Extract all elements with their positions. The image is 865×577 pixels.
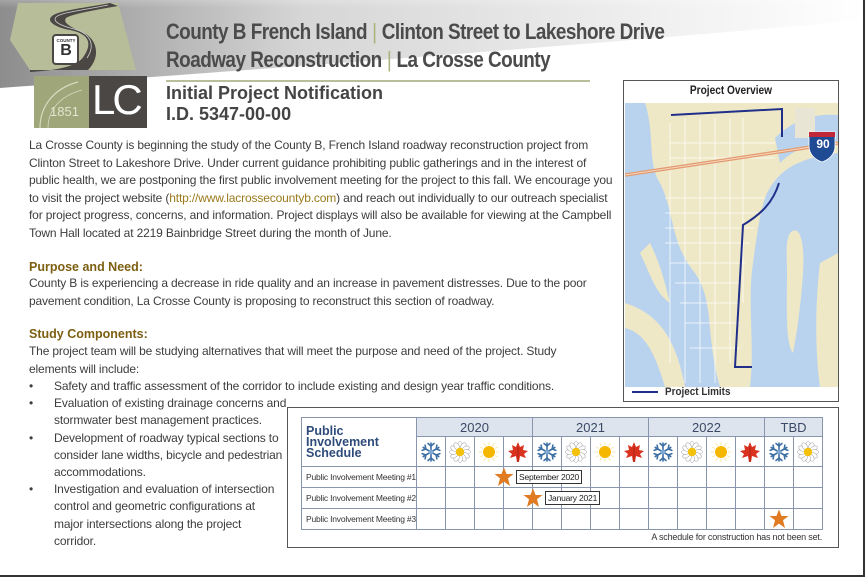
year-header: 2020 — [417, 418, 533, 437]
title-line-2 — [166, 46, 664, 74]
schedule-cell — [504, 467, 580, 488]
schedule-cell — [736, 467, 765, 488]
schedule-cell — [649, 509, 678, 530]
schedule-cell — [707, 467, 736, 488]
schedule-cell — [736, 488, 765, 509]
schedule-cell — [794, 467, 823, 488]
winter-season-icon — [765, 437, 794, 467]
purpose-text: County B is experiencing a decrease in ride quality and an increase in pavement distresses. Due to the poor pavement condition, La Crosse County is proposing to reconstruct this section of roadway. — [29, 276, 587, 308]
year-header: 2021 — [533, 418, 649, 437]
meeting-star-icon — [769, 509, 789, 534]
schedule-cell — [620, 467, 649, 488]
summer-season-icon — [475, 437, 504, 467]
title-line-1 — [166, 18, 664, 46]
schedule-table — [301, 417, 823, 530]
schedule-cell — [765, 467, 794, 488]
bullet-icon: • — [29, 482, 34, 497]
logo-shield-top: COUNTY — [56, 38, 76, 43]
purpose-heading: Purpose and Need: — [29, 260, 143, 274]
intro-paragraph — [29, 137, 619, 243]
logo-shield-letter: B — [60, 42, 72, 59]
title-agency: La Crosse County — [396, 47, 551, 72]
year-header: TBD — [765, 418, 823, 437]
schedule-cell — [591, 509, 620, 530]
schedule-cell — [591, 467, 620, 488]
header-title — [166, 18, 745, 74]
schedule-cell — [446, 467, 475, 488]
table-row — [302, 488, 823, 509]
title-limits: Clinton Street to Lakeshore Drive — [381, 19, 665, 44]
schedule-title — [302, 418, 417, 467]
intro-text-cont: ) and reach out individually to our outreach specialist for project progress, concerns, and information. Project displays will also be available for viewing at the Campbell Town Hall located at 2219 Bainbridge Street during the month of June. — [29, 190, 612, 240]
schedule-title-line: Schedule — [306, 445, 362, 460]
schedule-cell — [417, 467, 446, 488]
title-project-type: Roadway Reconstruction — [166, 47, 382, 72]
list-item-text: Safety and traffic assessment of the corridor to include existing and design year traffic conditions. — [54, 379, 555, 393]
project-id: I.D. 5347-00-00 — [166, 104, 292, 124]
schedule-cell — [620, 509, 649, 530]
list-item-text: Investigation and evaluation of intersection control and geometric configurations at major intersections along the project corridor. — [54, 482, 275, 548]
meeting-date-label: September 2020 — [516, 470, 582, 484]
meeting-label: Public Involvement Meeting #1 — [302, 467, 417, 488]
schedule-cell — [446, 509, 475, 530]
project-website-link[interactable]: http://www.lacrossecountyb.com — [169, 190, 337, 205]
schedule-cell — [736, 509, 765, 530]
meeting-star-icon — [494, 467, 514, 492]
schedule-cell — [649, 467, 678, 488]
logo-monogram: LC — [92, 76, 140, 123]
notification-subtitle: Initial Project Notification — [166, 83, 384, 103]
list-item — [29, 378, 629, 395]
fall-season-icon — [620, 437, 649, 467]
bullet-icon: • — [29, 379, 34, 393]
schedule-title-line: Public — [306, 423, 344, 438]
year-header: 2022 — [649, 418, 765, 437]
schedule-cell — [794, 488, 823, 509]
schedule-note: A schedule for construction has not been set. — [651, 532, 822, 542]
schedule-cell — [765, 509, 794, 530]
winter-season-icon — [649, 437, 678, 467]
map-legend — [632, 386, 738, 398]
title-separator: | — [372, 19, 377, 44]
meeting-star-icon — [523, 488, 543, 513]
winter-season-icon — [533, 437, 562, 467]
schedule-cell — [446, 488, 475, 509]
summer-season-icon — [707, 437, 736, 467]
schedule-cell — [562, 509, 591, 530]
schedule-cell — [620, 488, 649, 509]
title-divider — [166, 80, 590, 82]
bullet-icon: • — [29, 396, 34, 411]
winter-season-icon — [417, 437, 446, 467]
spring-season-icon — [446, 437, 475, 467]
map-title: Project Overview — [689, 85, 773, 97]
schedule-cell — [417, 488, 446, 509]
map-image[interactable] — [625, 103, 838, 387]
schedule-cell — [649, 488, 678, 509]
spring-season-icon — [562, 437, 591, 467]
schedule-cell — [417, 509, 446, 530]
schedule-title-line: Involvement — [306, 434, 379, 449]
fall-season-icon — [504, 437, 533, 467]
logo-year: 1851 — [50, 104, 79, 119]
meeting-label: Public Involvement Meeting #3 — [302, 509, 417, 530]
schedule-cell — [678, 509, 707, 530]
table-row — [302, 509, 823, 530]
intro-text: La Crosse County is beginning the study of the County B, French Island roadway reconstruction project from Clinton Street to Lakeshore Drive. Under current guidance prohibiting public gatherings and in the interest of public health, we are postponing the first public involvement meeting for the project to this fall. We encourage you to visit the project website ( — [29, 138, 613, 205]
project-overview-map — [623, 80, 839, 402]
summer-season-icon — [591, 437, 620, 467]
subtitle-block — [166, 83, 383, 125]
bullet-icon: • — [29, 430, 34, 445]
schedule-cell — [678, 488, 707, 509]
spring-season-icon — [794, 437, 823, 467]
spring-season-icon — [678, 437, 707, 467]
schedule-cell — [794, 509, 823, 530]
schedule-cell — [475, 509, 504, 530]
meeting-label: Public Involvement Meeting #2 — [302, 488, 417, 509]
schedule-cell — [765, 488, 794, 509]
table-row — [302, 467, 823, 488]
list-item-text: Evaluation of existing drainage concerns and stormwater best management practices. — [54, 396, 287, 428]
list-item-text: Development of roadway typical sections to consider lane widths, bicycle and pedestrian accommodations. — [54, 430, 283, 480]
schedule-cell — [678, 467, 707, 488]
study-heading: Study Components: — [29, 327, 148, 341]
title-county-b: County B French Island — [166, 19, 367, 44]
schedule-cell — [707, 488, 736, 509]
project-limits-line-icon — [632, 391, 658, 393]
schedule-cell — [533, 488, 598, 509]
legend-label: Project Limits — [665, 386, 731, 398]
schedule-cell — [707, 509, 736, 530]
public-involvement-schedule — [287, 407, 839, 548]
fall-season-icon — [736, 437, 765, 467]
study-text: The project team will be studying alternatives that will meet the purpose and need of the project. Study elements will include: — [29, 344, 557, 376]
meeting-date-label: January 2021 — [545, 491, 600, 505]
interstate-90-shield-number: 90 — [816, 137, 830, 151]
title-separator: | — [386, 47, 392, 72]
